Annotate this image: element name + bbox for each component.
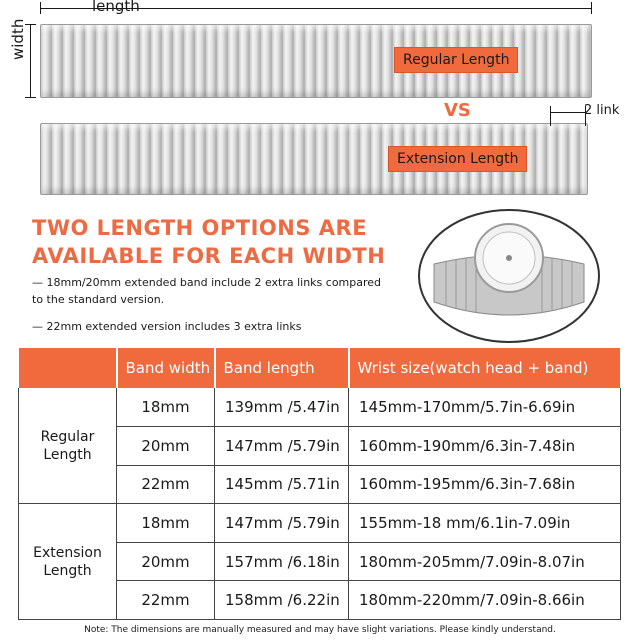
band-length-cell: 145mm /5.71in	[215, 465, 349, 504]
band-width-cell: 22mm	[117, 581, 215, 620]
width-dimension-line	[30, 24, 31, 98]
wrist-size-cell: 160mm-195mm/6.3in-7.68in	[349, 465, 621, 504]
width-dimension-tick-bottom	[25, 97, 36, 98]
note-three-extra-links: — 22mm extended version includes 3 extra links	[32, 320, 302, 333]
footnote: Note: The dimensions are manually measured and may have slight variations. Please kindly understand.	[84, 625, 556, 635]
wrist-size-cell: 145mm-170mm/5.7in-6.69in	[349, 388, 621, 427]
band-length-cell: 147mm /5.79in	[215, 427, 349, 466]
band-width-cell: 18mm	[117, 388, 215, 427]
table-row	[19, 504, 621, 543]
regular-length-label: Regular Length	[394, 47, 518, 73]
band-width-cell: 18mm	[117, 504, 215, 543]
note-two-extra-links: — 18mm/20mm extended band include 2 extra links compared to the standard version.	[32, 276, 382, 306]
wrist-size-cell: 155mm-18 mm/6.1in-7.09in	[349, 504, 621, 543]
band-width-cell: 20mm	[117, 427, 215, 466]
table-header-row	[19, 348, 621, 388]
extension-length-label: Extension Length	[388, 146, 527, 172]
table-row	[19, 388, 621, 427]
band-length-cell: 158mm /6.22in	[215, 581, 349, 620]
group-extension-length: Extension Length	[19, 504, 117, 620]
band-width-cell: 22mm	[117, 465, 215, 504]
extra-link-dimension-line	[550, 112, 586, 113]
width-dimension-label: width	[9, 18, 27, 60]
band-width-cell: 20mm	[117, 542, 215, 581]
extra-link-label: 2 link	[584, 103, 620, 118]
headline-line-1: TWO LENGTH OPTIONS ARE	[32, 216, 368, 240]
headline-line-2: AVAILABLE FOR EACH WIDTH	[32, 244, 386, 268]
length-dimension-tick-left	[40, 2, 41, 14]
band-length-cell: 157mm /6.18in	[215, 542, 349, 581]
group-regular-length: Regular Length	[19, 388, 117, 504]
wrist-size-cell: 180mm-220mm/7.09in-8.66in	[349, 581, 621, 620]
header-corner	[19, 348, 117, 388]
length-dimension-label: length	[92, 0, 140, 15]
length-dimension-tick-right	[591, 2, 592, 14]
watch-on-band-illustration	[416, 206, 602, 346]
band-length-cell: 139mm /5.47in	[215, 388, 349, 427]
extra-link-tick-left	[550, 106, 551, 126]
header-band-width: Band width	[117, 348, 215, 388]
band-length-cell: 147mm /5.79in	[215, 504, 349, 543]
header-wrist-size: Wrist size(watch head + band)	[349, 348, 621, 388]
wrist-size-cell: 160mm-190mm/6.3in-7.48in	[349, 427, 621, 466]
vs-label: VS	[444, 100, 471, 121]
wrist-size-cell: 180mm-205mm/7.09in-8.07in	[349, 542, 621, 581]
size-spec-table	[18, 348, 622, 620]
header-band-length: Band length	[215, 348, 349, 388]
